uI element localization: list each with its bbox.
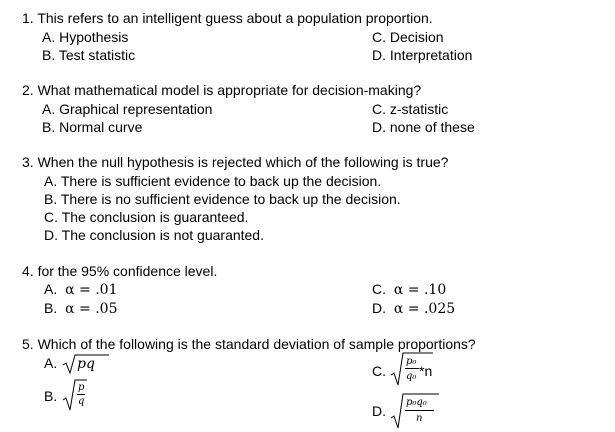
question-1-text: 1. This refers to an intelligent guess about a population proportion. (22, 10, 433, 26)
question-2-text: 2. What mathematical model is appropriate for decision-making? (22, 82, 422, 98)
q3-option-c: C. The conclusion is guaranteed. (44, 209, 249, 225)
q2-option-b: B. Normal curve (42, 119, 143, 135)
q4-option-d (372, 299, 455, 318)
q4-option-d-label: D. (372, 300, 386, 316)
q2-option-d: D. none of these (372, 119, 475, 135)
q4-option-b (44, 299, 117, 318)
q4-option-c (372, 280, 446, 299)
q3-option-a: A. There is sufficient evidence to back up the decision. (44, 173, 382, 189)
q1-option-a: A. Hypothesis (42, 29, 129, 45)
q4-option-b-label: B. (44, 300, 58, 316)
q4-option-c-label: C. (372, 281, 386, 297)
q3-option-b: B. There is no sufficient evidence to back up the decision. (44, 191, 401, 207)
q5-option-a-label: A. (44, 355, 58, 371)
q4-option-a (44, 280, 117, 299)
q4-option-b-math: α = .05 (65, 301, 118, 317)
q2-option-a: A. Graphical representation (42, 101, 213, 117)
q5-option-b-label: B. (44, 388, 58, 404)
q5-option-d-denominator: n (416, 413, 423, 424)
q5-option-c-fraction-bar (405, 368, 419, 369)
q5-option-a-math: pq (77, 356, 95, 372)
q5-option-d-label: D. (372, 403, 386, 419)
q5-option-c-numerator: p₀ (406, 356, 417, 367)
q5-option-c-times-n: *n (419, 363, 433, 379)
q5-option-b-fraction-bar (77, 394, 85, 395)
q4-option-a-math: α = .01 (65, 282, 118, 298)
q5-option-d-fraction-bar (405, 410, 434, 411)
q5-option-b-denominator: q (78, 396, 85, 407)
q1-option-c: C. Decision (372, 29, 444, 45)
q3-option-d: D. The conclusion is not guaranted. (44, 227, 264, 243)
q4-option-c-math: α = .10 (393, 282, 447, 298)
q5-option-c-label: C. (372, 363, 386, 379)
q4-option-a-label: A. (44, 281, 58, 297)
q5-option-b-numerator: p (78, 382, 85, 393)
q1-option-b: B. Test statistic (42, 47, 136, 63)
q5-option-c-denominator: q₀ (406, 371, 417, 382)
question-5-text: 5. Which of the following is the standard deviation of sample proportions? (22, 336, 476, 352)
q5-option-d-numerator: p₀q₀ (406, 397, 427, 408)
q4-option-d-math: α = .025 (393, 301, 456, 317)
q2-option-c: C. z-statistic (372, 101, 449, 117)
question-3-text: 3. When the null hypothesis is rejected which of the following is true? (22, 154, 449, 170)
q1-option-d: D. Interpretation (372, 47, 473, 63)
question-4-text: 4. for the 95% confidence level. (22, 263, 218, 279)
